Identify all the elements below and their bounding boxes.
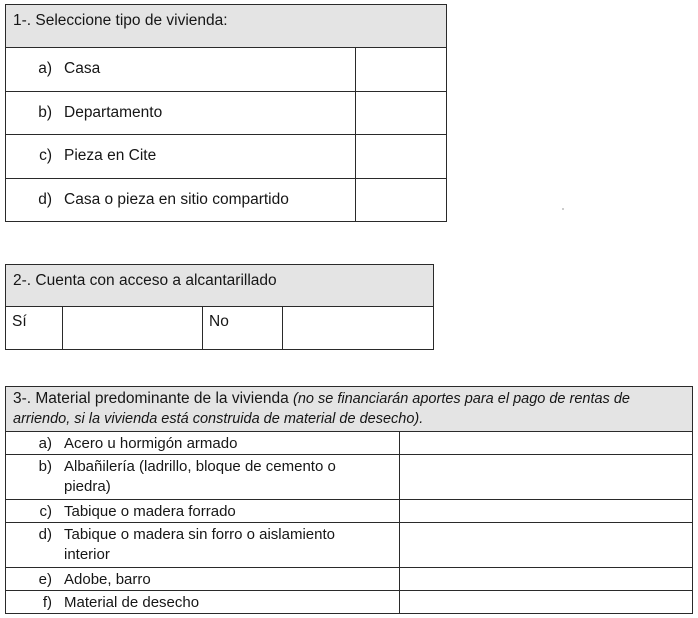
q3-option-checkbox-cell[interactable] (399, 523, 692, 568)
q2-yes-label: Sí (12, 313, 27, 330)
question-3-title: 3-. Material predominante de la vivienda (13, 390, 294, 407)
q3-option-checkbox-cell[interactable] (399, 455, 692, 500)
scan-speck (562, 208, 564, 210)
q3-option-text: Albañilería (ladrillo, bloque de cemento o piedra) (64, 458, 336, 495)
q3-option-checkbox-cell[interactable] (399, 591, 692, 614)
q3-option-row (6, 455, 693, 500)
q1-option-text: Casa (64, 60, 101, 78)
q3-option-text: Material de desecho (64, 594, 200, 611)
q1-option-letter: b) (38, 103, 52, 121)
q3-option-row (6, 591, 693, 614)
q1-option-checkbox-cell[interactable] (355, 178, 446, 222)
q3-option-label-cell (6, 523, 400, 568)
q1-option-checkbox-cell[interactable] (355, 91, 446, 135)
q3-option-label-cell (6, 432, 400, 455)
q1-option-label-cell (6, 135, 356, 179)
q3-option-row (6, 500, 693, 523)
q3-option-row (6, 568, 693, 591)
q1-option-text: Casa o pieza en sitio compartido (64, 190, 289, 208)
q1-option-row (6, 135, 447, 179)
q1-option-text: Departamento (64, 103, 163, 121)
q3-option-row (6, 523, 693, 568)
q2-answer-row (6, 307, 434, 350)
q2-no-label-cell (203, 307, 283, 350)
q3-option-text: Acero u hormigón armado (64, 435, 238, 452)
q3-option-letter: c) (39, 503, 52, 520)
q1-option-row (6, 48, 447, 92)
q1-option-letter: a) (38, 60, 52, 78)
q1-option-text: Pieza en Cite (64, 147, 157, 165)
question-2-title: 2-. Cuenta con acceso a alcantarillado (13, 272, 277, 289)
q3-option-checkbox-cell[interactable] (399, 500, 692, 523)
question-1-table (5, 47, 447, 222)
q3-option-letter: f) (42, 594, 52, 611)
q2-no-checkbox-cell[interactable] (283, 307, 434, 350)
q3-option-label-cell (6, 500, 400, 523)
q1-option-label-cell (6, 178, 356, 222)
question-3-note: (no se financiarán aportes para el pago de rentas de arriendo, si la vivienda está construida de material de desecho). (13, 391, 630, 427)
q3-option-label-cell (6, 568, 400, 591)
question-1-title: 1-. Seleccione tipo de vivienda: (13, 12, 228, 29)
question-3-table (5, 431, 693, 614)
question-2-table (5, 306, 434, 350)
q3-option-letter: e) (38, 571, 52, 588)
q2-no-label: No (209, 313, 229, 330)
q3-option-checkbox-cell[interactable] (399, 568, 692, 591)
q3-option-letter: a) (38, 435, 52, 452)
question-1-header (5, 4, 447, 48)
q3-option-row (6, 432, 693, 455)
q1-option-checkbox-cell[interactable] (355, 135, 446, 179)
q2-yes-label-cell (6, 307, 63, 350)
q3-option-letter: d) (38, 526, 52, 543)
question-3-header (5, 386, 693, 432)
q2-yes-checkbox-cell[interactable] (63, 307, 203, 350)
q1-option-label-cell (6, 48, 356, 92)
q1-option-letter: d) (38, 190, 52, 208)
q3-option-text: Adobe, barro (64, 571, 151, 588)
q1-option-row (6, 178, 447, 222)
q3-option-label-cell (6, 455, 400, 500)
question-2-header (5, 264, 434, 307)
q3-option-text: Tabique o madera forrado (64, 503, 236, 520)
q3-option-letter: b) (38, 458, 52, 475)
q1-option-checkbox-cell[interactable] (355, 48, 446, 92)
q1-option-row (6, 91, 447, 135)
q3-option-text: Tabique o madera sin forro o aislamiento interior (64, 526, 335, 563)
q1-option-letter: c) (39, 147, 52, 165)
q3-option-checkbox-cell[interactable] (399, 432, 692, 455)
q1-option-label-cell (6, 91, 356, 135)
q3-option-label-cell (6, 591, 400, 614)
